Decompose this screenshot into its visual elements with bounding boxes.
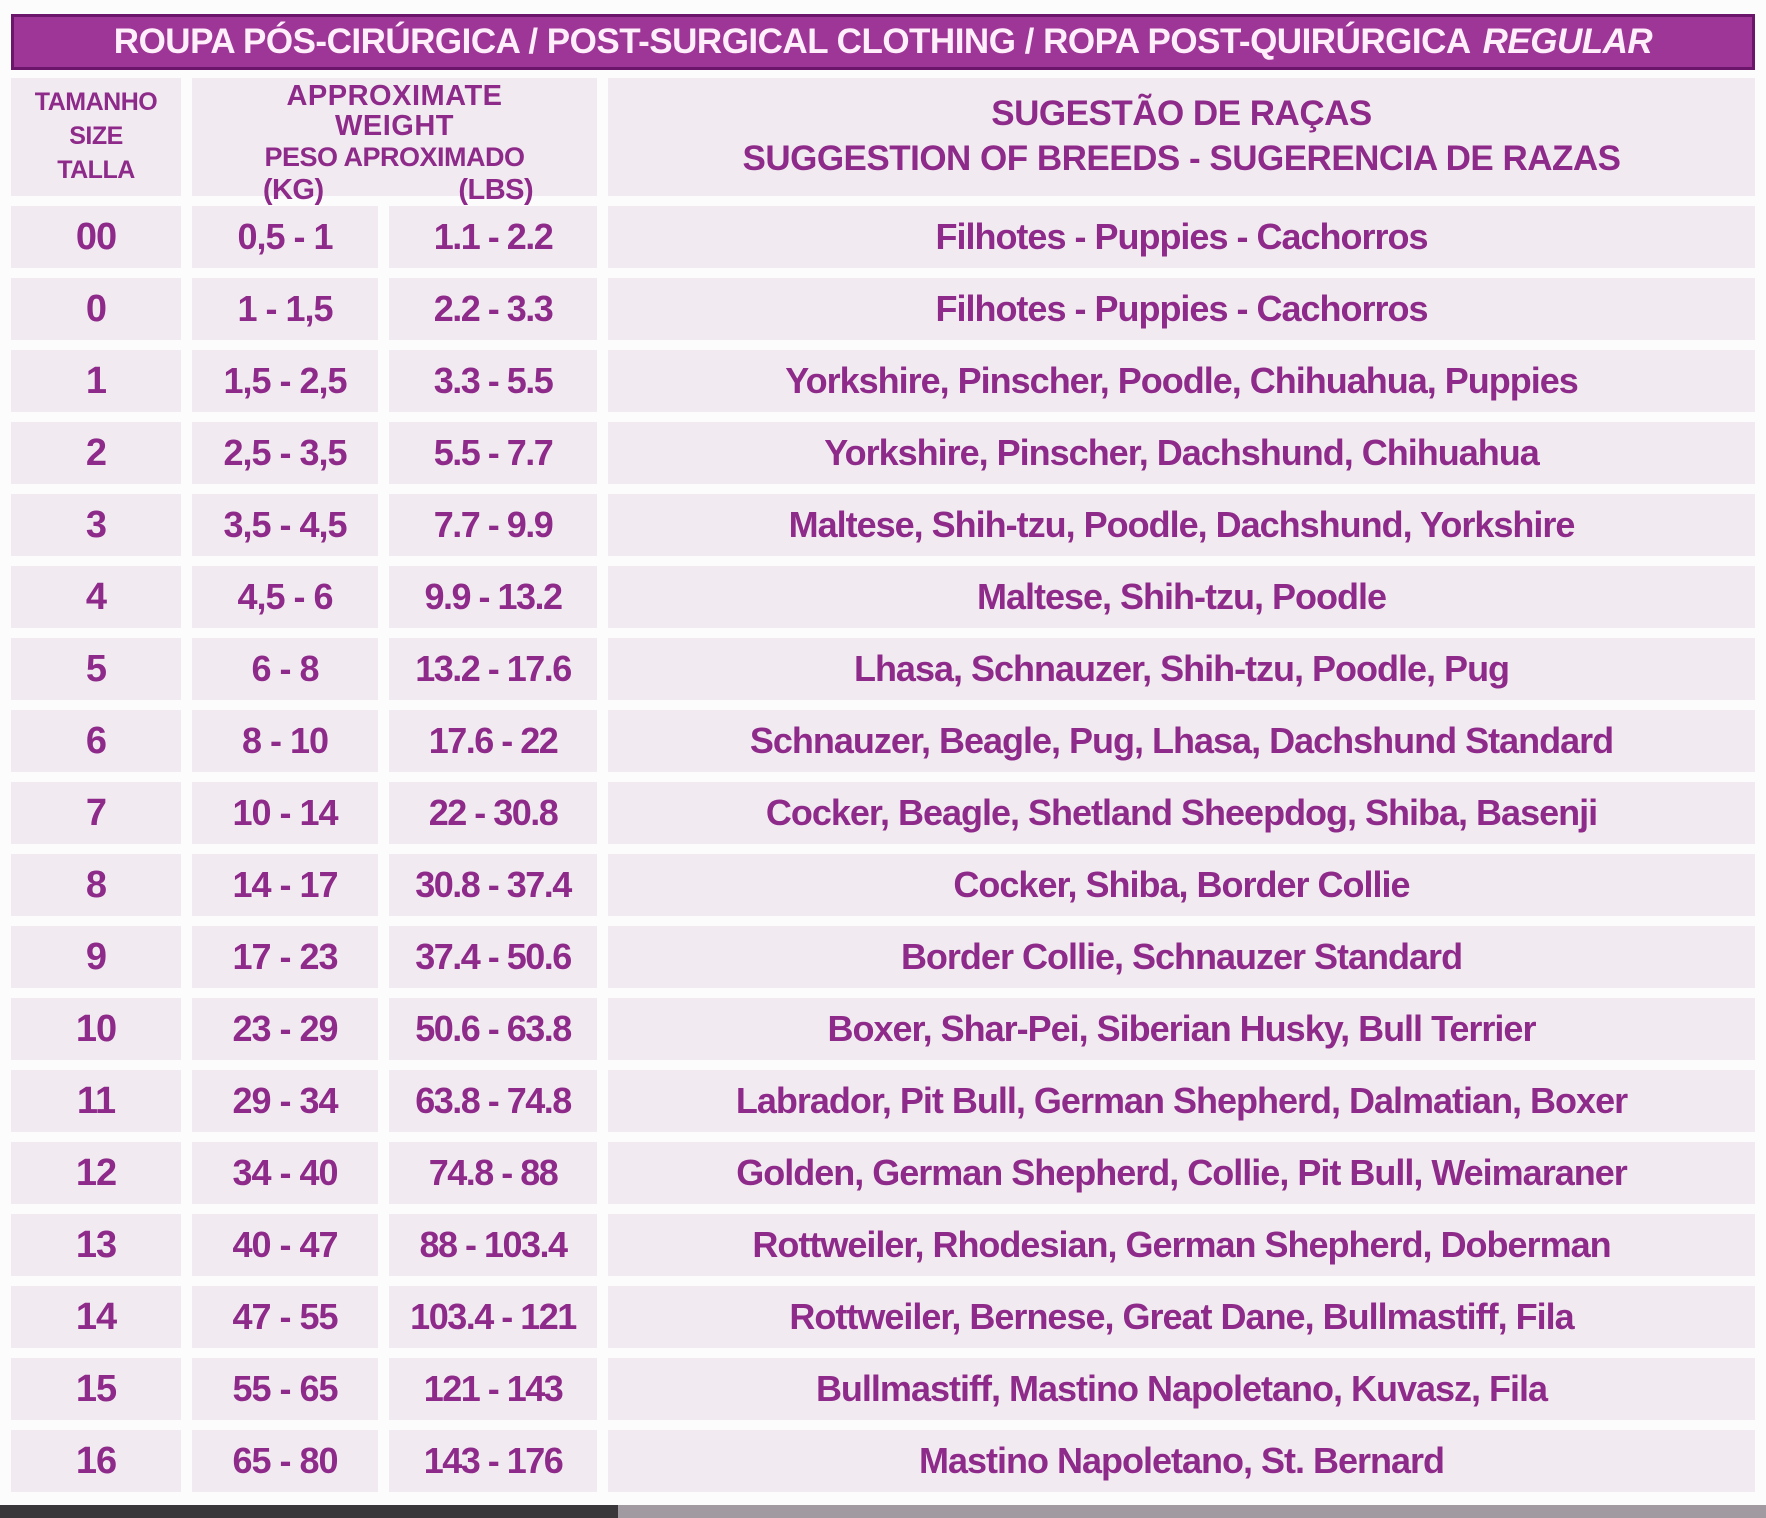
- row-breeds-cell: Yorkshire, Pinscher, Poodle, Chihuahua, Puppies: [608, 350, 1755, 412]
- row-lbs-cell: 2.2 - 3.3: [389, 278, 597, 340]
- row-size-cell: 16: [11, 1430, 181, 1492]
- header-breeds-subtitle: SUGGESTION OF BREEDS - SUGERENCIA DE RAZAS: [742, 139, 1621, 178]
- row-kg-cell: 55 - 65: [192, 1358, 378, 1420]
- table-row: [11, 1430, 1755, 1492]
- row-size-cell: 15: [11, 1358, 181, 1420]
- header-breeds-column: [608, 78, 1755, 196]
- row-size-cell: 13: [11, 1214, 181, 1276]
- row-kg-cell: 2,5 - 3,5: [192, 422, 378, 484]
- row-lbs-cell: 13.2 - 17.6: [389, 638, 597, 700]
- row-size-cell: 11: [11, 1070, 181, 1132]
- table-row: [11, 854, 1755, 916]
- row-breeds-cell: Labrador, Pit Bull, German Shepherd, Dalmatian, Boxer: [608, 1070, 1755, 1132]
- row-size-cell: 6: [11, 710, 181, 772]
- row-breeds-cell: Bullmastiff, Mastino Napoletano, Kuvasz, Fila: [608, 1358, 1755, 1420]
- row-breeds-cell: Maltese, Shih-tzu, Poodle: [608, 566, 1755, 628]
- row-lbs-cell: 121 - 143: [389, 1358, 597, 1420]
- header-weight-title-line2: WEIGHT: [335, 109, 454, 142]
- row-kg-cell: 40 - 47: [192, 1214, 378, 1276]
- table-row: [11, 1358, 1755, 1420]
- row-size-cell: 10: [11, 998, 181, 1060]
- row-breeds-cell: Filhotes - Puppies - Cachorros: [608, 206, 1755, 268]
- row-lbs-cell: 22 - 30.8: [389, 782, 597, 844]
- row-breeds-cell: Cocker, Shiba, Border Collie: [608, 854, 1755, 916]
- row-lbs-cell: 1.1 - 2.2: [389, 206, 597, 268]
- row-lbs-cell: 88 - 103.4: [389, 1214, 597, 1276]
- chart-title-bar: [11, 14, 1755, 70]
- table-row: [11, 206, 1755, 268]
- row-lbs-cell: 9.9 - 13.2: [389, 566, 597, 628]
- header-weight-title-line1: APPROXIMATE: [286, 80, 503, 112]
- table-row: [11, 278, 1755, 340]
- row-kg-cell: 47 - 55: [192, 1286, 378, 1348]
- table-row: [11, 1286, 1755, 1348]
- header-weight-column: [192, 78, 597, 206]
- row-kg-cell: 23 - 29: [192, 998, 378, 1060]
- header-size-column: [11, 78, 181, 196]
- chart-title-text: ROUPA PÓS-CIRÚRGICA / POST-SURGICAL CLOTHING / ROPA POST-QUIRÚRGICA: [113, 22, 1471, 61]
- row-size-cell: 8: [11, 854, 181, 916]
- row-lbs-cell: 50.6 - 63.8: [389, 998, 597, 1060]
- row-kg-cell: 3,5 - 4,5: [192, 494, 378, 556]
- row-breeds-cell: Maltese, Shih-tzu, Poodle, Dachshund, Yorkshire: [608, 494, 1755, 556]
- row-lbs-cell: 30.8 - 37.4: [389, 854, 597, 916]
- row-lbs-cell: 74.8 - 88: [389, 1142, 597, 1204]
- header-breeds-title: SUGESTÃO DE RAÇAS: [991, 94, 1372, 134]
- row-breeds-cell: Filhotes - Puppies - Cachorros: [608, 278, 1755, 340]
- row-size-cell: 12: [11, 1142, 181, 1204]
- row-kg-cell: 1 - 1,5: [192, 278, 378, 340]
- table-row: [11, 350, 1755, 412]
- row-kg-cell: 34 - 40: [192, 1142, 378, 1204]
- row-lbs-cell: 7.7 - 9.9: [389, 494, 597, 556]
- header-size-es: TALLA: [57, 155, 135, 184]
- header-size-pt: TAMANHO: [34, 88, 158, 117]
- row-breeds-cell: Yorkshire, Pinscher, Dachshund, Chihuahua: [608, 422, 1755, 484]
- row-breeds-cell: Cocker, Beagle, Shetland Sheepdog, Shiba, Basenji: [608, 782, 1755, 844]
- row-kg-cell: 29 - 34: [192, 1070, 378, 1132]
- row-size-cell: 3: [11, 494, 181, 556]
- table-row: [11, 998, 1755, 1060]
- row-kg-cell: 1,5 - 2,5: [192, 350, 378, 412]
- header-weight-subtitle: PESO APROXIMADO: [264, 142, 525, 173]
- table-row: [11, 638, 1755, 700]
- table-header-row: [11, 78, 1755, 206]
- row-lbs-cell: 5.5 - 7.7: [389, 422, 597, 484]
- row-breeds-cell: Golden, German Shepherd, Collie, Pit Bull, Weimaraner: [608, 1142, 1755, 1204]
- table-row: [11, 1070, 1755, 1132]
- chart-title-variant: REGULAR: [1482, 22, 1653, 61]
- table-row: [11, 710, 1755, 772]
- row-size-cell: 7: [11, 782, 181, 844]
- row-kg-cell: 0,5 - 1: [192, 206, 378, 268]
- table-row: [11, 566, 1755, 628]
- row-breeds-cell: Boxer, Shar-Pei, Siberian Husky, Bull Terrier: [608, 998, 1755, 1060]
- row-kg-cell: 10 - 14: [192, 782, 378, 844]
- row-size-cell: 4: [11, 566, 181, 628]
- video-progress-fill: [0, 1505, 618, 1518]
- row-size-cell: 2: [11, 422, 181, 484]
- row-breeds-cell: Mastino Napoletano, St. Bernard: [608, 1430, 1755, 1492]
- row-size-cell: 0: [11, 278, 181, 340]
- table-row: [11, 422, 1755, 484]
- table-row: [11, 1214, 1755, 1276]
- row-size-cell: 14: [11, 1286, 181, 1348]
- row-size-cell: 9: [11, 926, 181, 988]
- header-size-en: SIZE: [69, 122, 123, 151]
- row-size-cell: 1: [11, 350, 181, 412]
- table-body: [11, 206, 1755, 1492]
- row-breeds-cell: Rottweiler, Rhodesian, German Shepherd, Doberman: [608, 1214, 1755, 1276]
- row-lbs-cell: 17.6 - 22: [389, 710, 597, 772]
- row-lbs-cell: 3.3 - 5.5: [389, 350, 597, 412]
- header-kg-label: (KG): [262, 173, 324, 206]
- row-size-cell: 00: [11, 206, 181, 268]
- row-kg-cell: 14 - 17: [192, 854, 378, 916]
- row-kg-cell: 6 - 8: [192, 638, 378, 700]
- row-breeds-cell: Lhasa, Schnauzer, Shih-tzu, Poodle, Pug: [608, 638, 1755, 700]
- row-breeds-cell: Border Collie, Schnauzer Standard: [608, 926, 1755, 988]
- table-row: [11, 782, 1755, 844]
- row-lbs-cell: 63.8 - 74.8: [389, 1070, 597, 1132]
- row-kg-cell: 65 - 80: [192, 1430, 378, 1492]
- table-row: [11, 926, 1755, 988]
- table-row: [11, 494, 1755, 556]
- row-breeds-cell: Rottweiler, Bernese, Great Dane, Bullmastiff, Fila: [608, 1286, 1755, 1348]
- row-lbs-cell: 143 - 176: [389, 1430, 597, 1492]
- row-lbs-cell: 37.4 - 50.6: [389, 926, 597, 988]
- row-kg-cell: 4,5 - 6: [192, 566, 378, 628]
- video-progress-bar[interactable]: [0, 1505, 1766, 1518]
- table-row: [11, 1142, 1755, 1204]
- header-lbs-label: (LBS): [458, 173, 534, 206]
- row-kg-cell: 8 - 10: [192, 710, 378, 772]
- header-unit-line: [192, 174, 597, 207]
- row-lbs-cell: 103.4 - 121: [389, 1286, 597, 1348]
- row-kg-cell: 17 - 23: [192, 926, 378, 988]
- row-breeds-cell: Schnauzer, Beagle, Pug, Lhasa, Dachshund Standard: [608, 710, 1755, 772]
- row-size-cell: 5: [11, 638, 181, 700]
